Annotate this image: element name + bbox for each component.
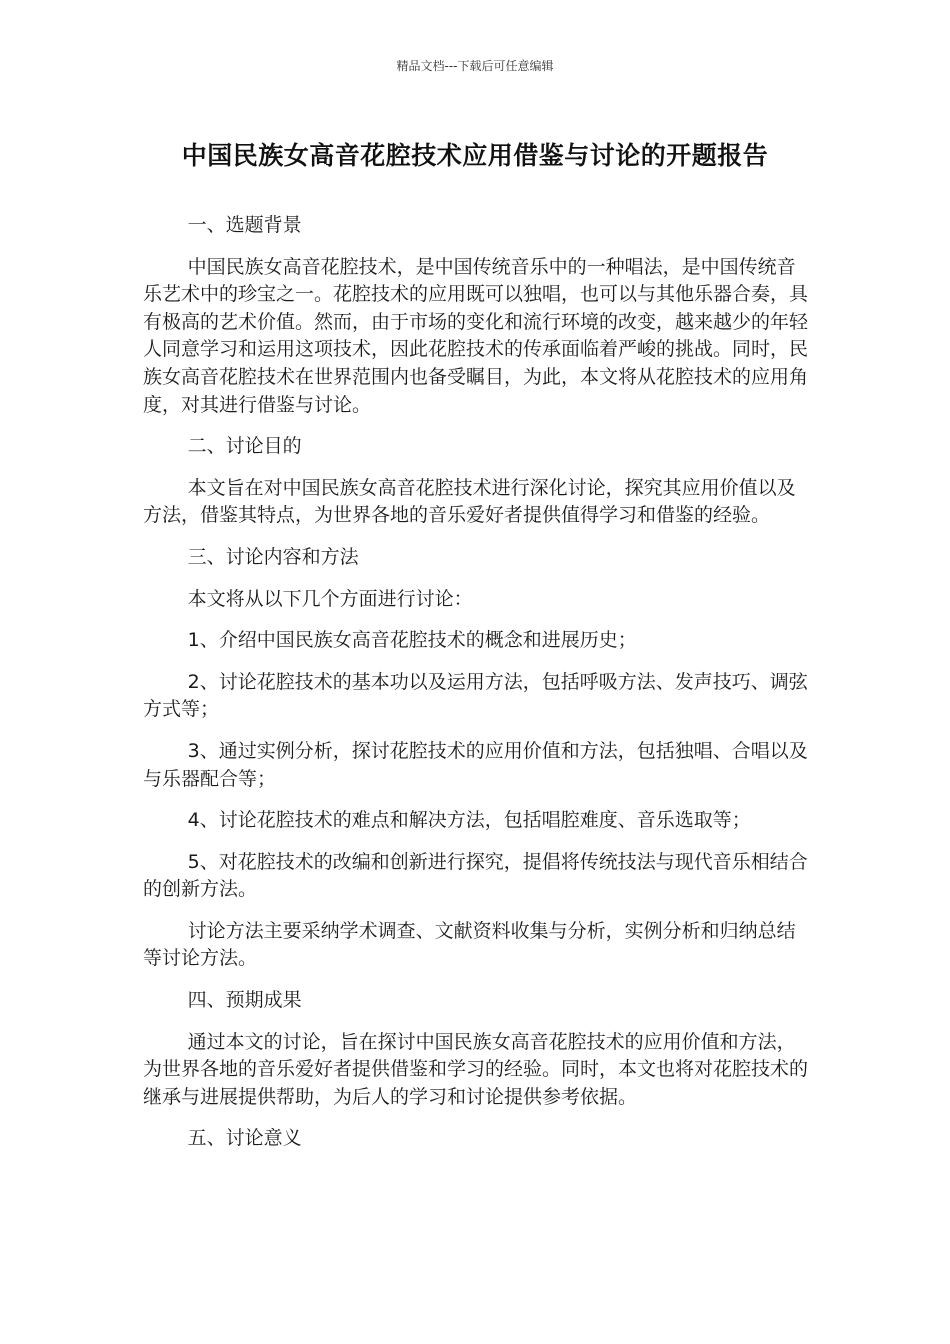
section-heading-purpose: 二、讨论目的: [187, 435, 302, 458]
document-title: 中国民族女高音花腔技术应用借鉴与讨论的开题报告: [181, 141, 769, 170]
section-heading-content-method: 三、讨论内容和方法: [187, 545, 359, 568]
section-heading-expected-results: 四、预期成果: [187, 989, 302, 1012]
list-item-3: 3、通过实例分析，探讨花腔技术的应用价值和方法，包括独唱、合唱以及与乐器配合等；: [143, 739, 808, 790]
list-item-4: 4、讨论花腔技术的难点和解决方法，包括唱腔难度、音乐选取等；: [187, 809, 751, 832]
document-body: [143, 212, 811, 1167]
header-note: 精品文档---下载后可任意编辑: [396, 59, 554, 73]
list-item-2: 2、讨论花腔技术的基本功以及运用方法，包括呼吸方法、发声技巧、调弦方式等；: [143, 670, 808, 721]
paragraph-purpose: 本文旨在对中国民族女高音花腔技术进行深化讨论，探究其应用价值以及方法，借鉴其特点，为世界各地的音乐爱好者提供值得学习和借鉴的经验。: [143, 476, 796, 527]
paragraph-background: 中国民族女高音花腔技术，是中国传统音乐中的一种唱法，是中国传统音乐艺术中的珍宝之一。花腔技术的应用既可以独唱，也可以与其他乐器合奏，具有极高的艺术价值。然而，由于市场的变化和流行环境的改变，越来越少的年轻人同意学习和运用这项技术，因此花腔技术的传承面临着严峻的挑战。同时，民族女高音花腔技术在世界范围内也备受瞩目，为此，本文将从花腔技术的应用角度，对其进行借鉴与讨论。: [143, 255, 809, 416]
paragraph-method: 讨论方法主要采纳学术调查、文献资料收集与分析，实例分析和归纳总结等讨论方法。: [143, 919, 796, 970]
section-heading-background: 一、选题背景: [187, 214, 302, 236]
list-item-1: 1、介绍中国民族女高音花腔技术的概念和进展历史；: [187, 629, 637, 652]
paragraph-content-intro: 本文将从以下几个方面进行讨论：: [187, 587, 473, 610]
list-item-5: 5、对花腔技术的改编和创新进行探究，提倡将传统技法与现代音乐相结合的创新方法。: [143, 850, 808, 901]
section-heading-significance: 五、讨论意义: [187, 1127, 302, 1150]
paragraph-expected-results: 通过本文的讨论，旨在探讨中国民族女高音花腔技术的应用价值和方法，为世界各地的音乐爱好者提供借鉴和学习的经验。同时，本文也将对花腔技术的继承与进展提供帮助，为后人的学习和讨论提供参考依据。: [143, 1030, 809, 1108]
